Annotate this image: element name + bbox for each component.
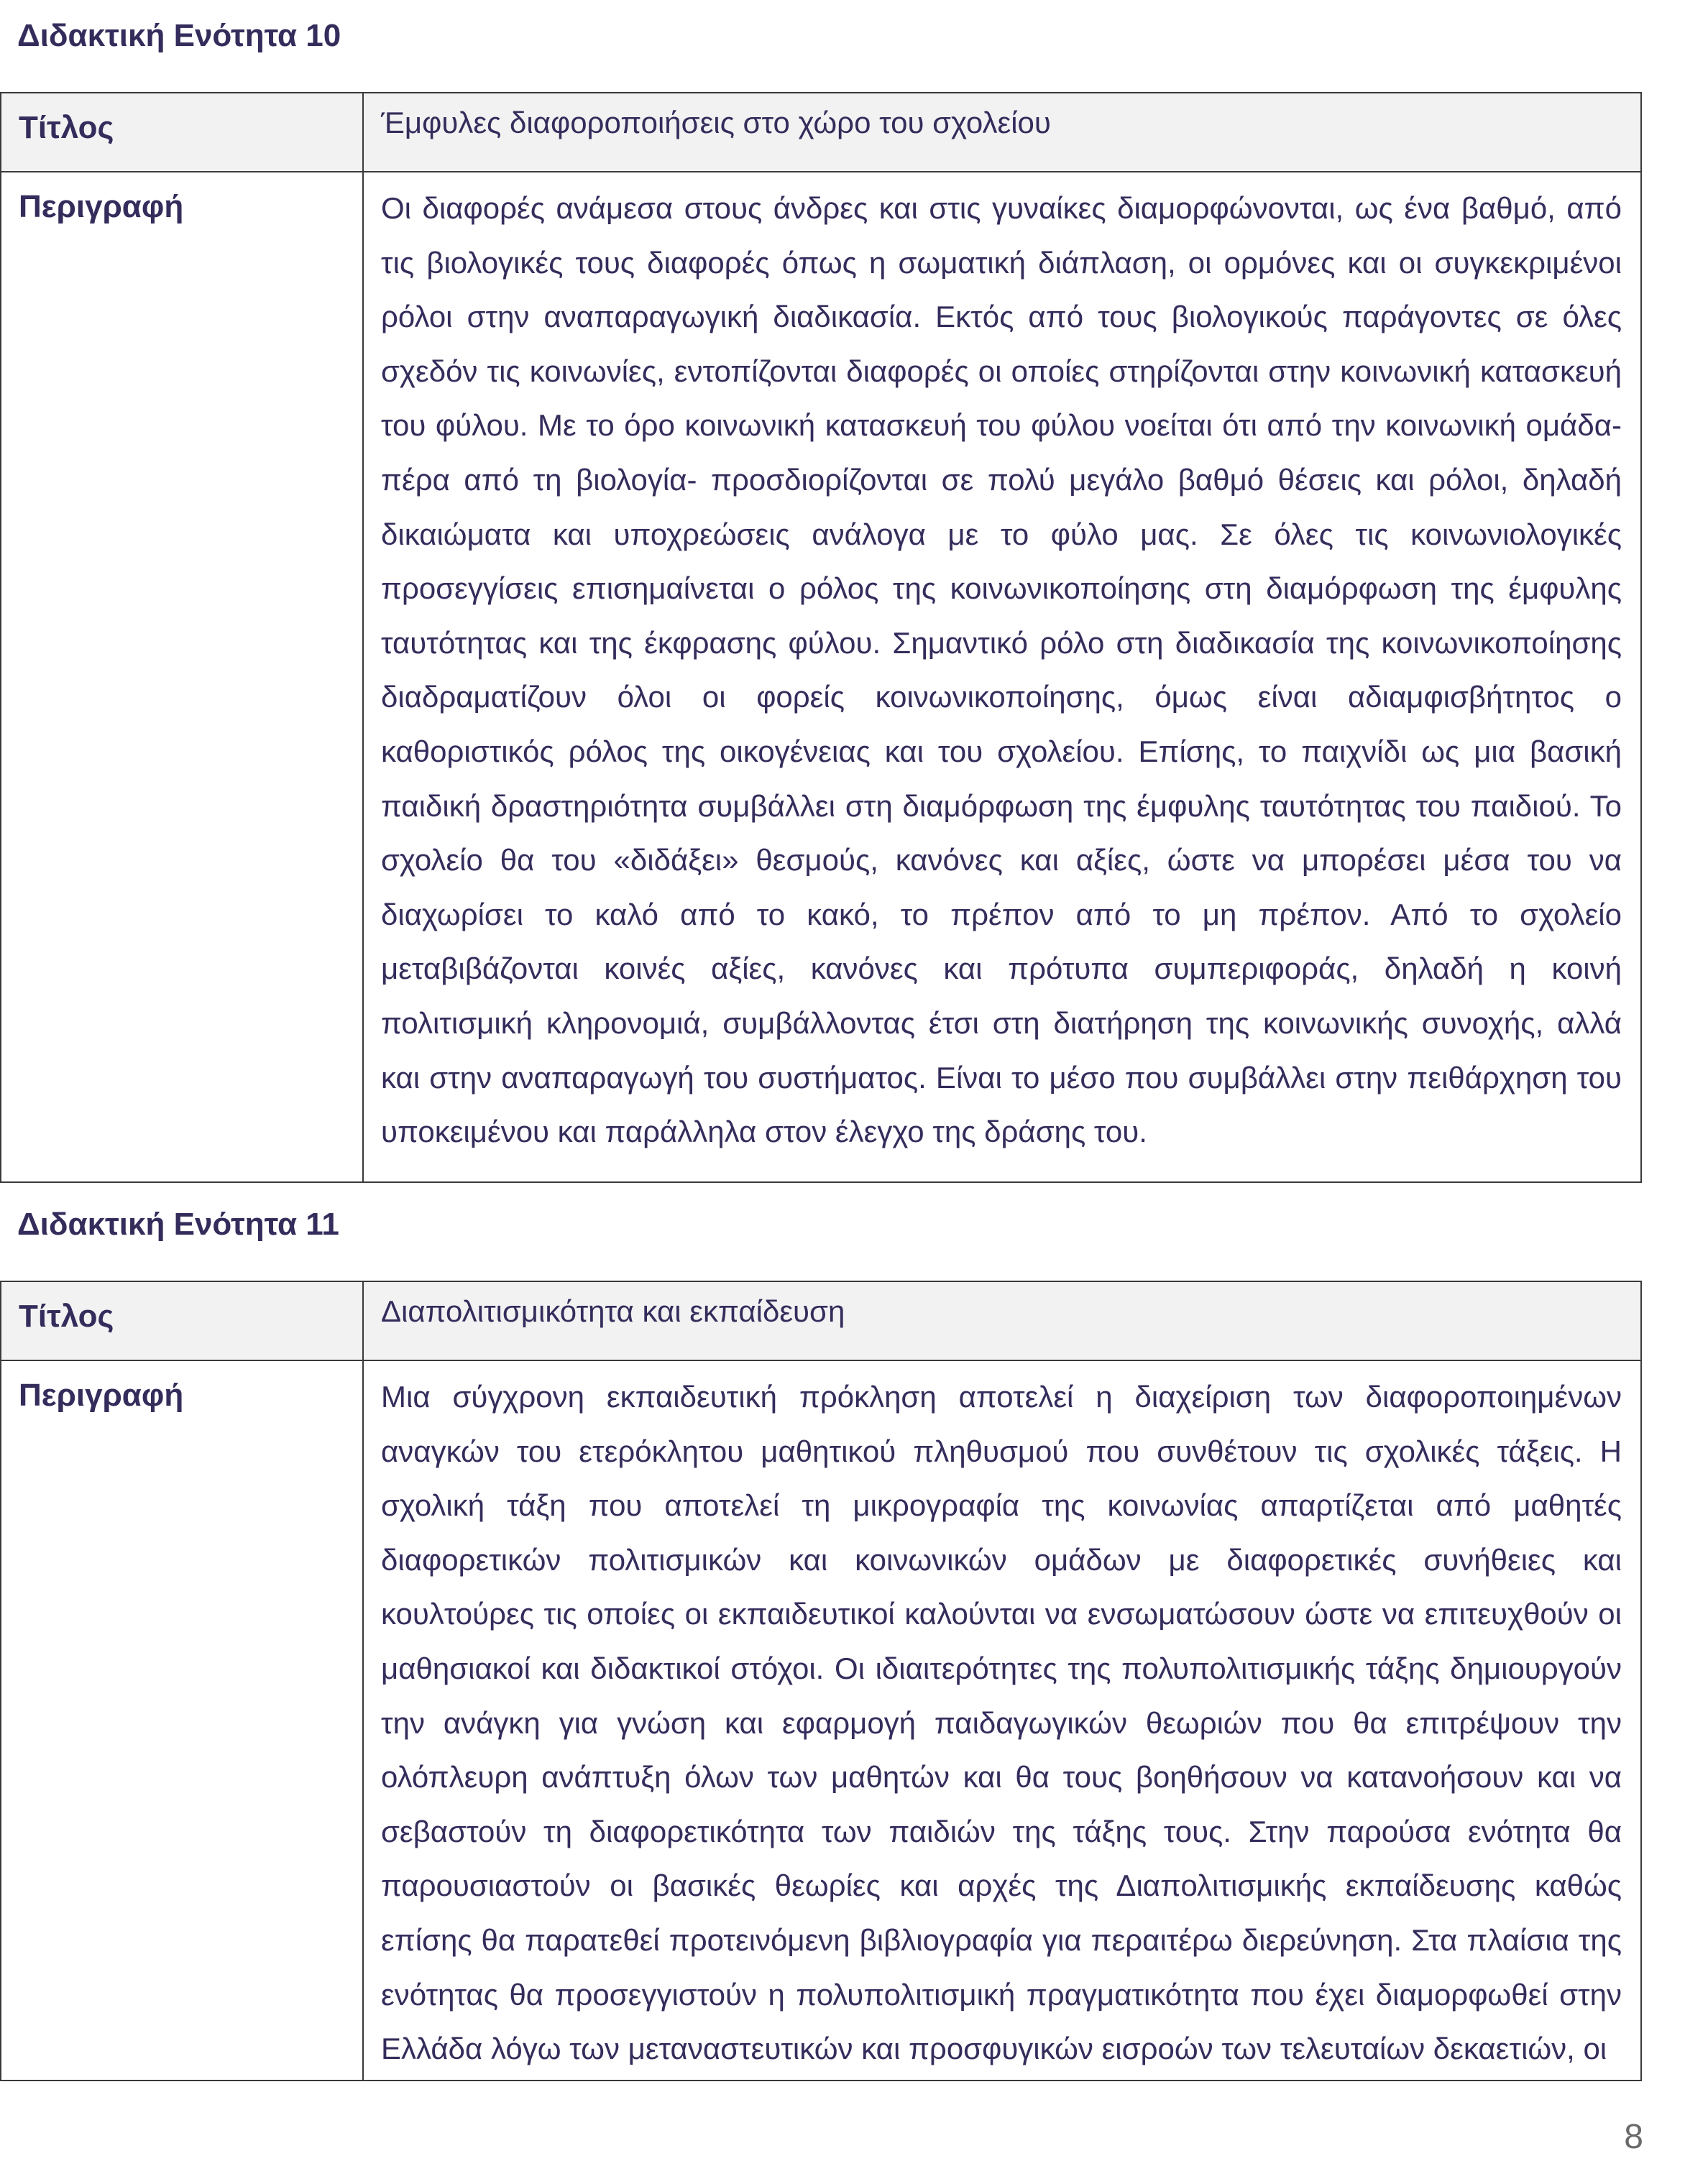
unit-11-description-row bbox=[1, 1360, 1641, 2081]
page-number: 8 bbox=[1624, 2118, 1643, 2156]
unit-11-title-row bbox=[1, 1281, 1641, 1360]
unit-11-description-text: Μια σύγχρονη εκπαιδευτική πρόκληση αποτελεί η διαχείριση των διαφοροποιημένων αναγκών του ετερόκλητου μαθητικού πληθυσμού που συνθέτουν τις σχολικές τάξεις. Η σχολική τάξη που αποτελεί τη μικρογραφία της κοινωνίας απαρτίζεται από μαθητές διαφορετικών πολιτισμικών και κοινωνικών ομάδων με διαφορετικές συνήθειες και κουλτούρες τις οποίες οι εκπαιδευτικοί καλούνται να ενσωματώσουν ώστε να επιτευχθούν οι μαθησιακοί και διδακτικοί στόχοι. Οι ιδιαιτερότητες της πολυπολιτισμικής τάξης δημιουργούν την ανάγκη για γνώση και εφαρμογή παιδαγωγικών θεωριών που θα επιτρέψουν την ολόπλευρη ανάπτυξη όλων των μαθητών και θα τους βοηθήσουν να κατανοήσουν και να σεβαστούν τη διαφορετικότητα των παιδιών της τάξης τους. Στην παρούσα ενότητα θα παρουσιαστούν οι βασικές θεωρίες και αρχές της Διαπολιτισμικής εκπαίδευσης καθώς επίσης θα παρατεθεί προτεινόμενη βιβλιογραφία για περαιτέρω διερεύνηση. Στα πλαίσια της ενότητας θα προσεγγιστούν η πολυπολιτισμική πραγματικότητα που έχει διαμορφωθεί στην Ελλάδα λόγω των μεταναστευτικών και προσφυγικών εισροών των τελευταίων δεκαετιών, οι bbox=[381, 1380, 1622, 2066]
unit-10-title-label: Τίτλος bbox=[1, 93, 363, 172]
unit-10-title-row bbox=[1, 93, 1641, 172]
unit-11-title-value: Διαπολιτισμικότητα και εκπαίδευση bbox=[363, 1281, 1641, 1360]
unit-10-heading: Διδακτική Ενότητα 10 bbox=[17, 18, 341, 53]
unit-10-description-label: Περιγραφή bbox=[1, 172, 363, 1182]
unit-11-table bbox=[0, 1281, 1642, 2081]
unit-10-description-text: Οι διαφορές ανάμεσα στους άνδρες και στις γυναίκες διαμορφώνονται, ως ένα βαθμό, από τις βιολογικές τους διαφορές όπως η σωματική διάπλαση, οι ορμόνες και οι συγκεκριμένοι ρόλοι στην αναπαραγωγική διαδικασία. Εκτός από τους βιολογικούς παράγοντες σε όλες σχεδόν τις κοινωνίες, εντοπίζονται διαφορές οι οποίες στηρίζονται στην κοινωνική κατασκευή του φύλου. Με το όρο κοινωνική κατασκευή του φύλου νοείται ότι από την κοινωνική ομάδα- πέρα από τη βιολογία- προσδιορίζονται σε πολύ μεγάλο βαθμό θέσεις και ρόλοι, δηλαδή δικαιώματα και υποχρεώσεις ανάλογα με το φύλο μας. Σε όλες τις κοινωνιολογικές προσεγγίσεις επισημαίνεται ο ρόλος της κοινωνικοποίησης στη διαμόρφωση της έμφυλης ταυτότητας και της έκφρασης φύλου. Σημαντικό ρόλο στη διαδικασία της κοινωνικοποίησης διαδραματίζουν όλοι οι φορείς κοινωνικοποίησης, όμως είναι αδιαμφισβήτητος ο καθοριστικός ρόλος της οικογένειας και του σχολείου. Επίσης, το παιχνίδι ως μια βασική παιδική δραστηριότητα συμβάλλει στη διαμόρφωση της έμφυλης ταυτότητας του παιδιού. Το σχολείο θα του «διδάξει» θεσμούς, κανόνες και αξίες, ώστε να μπορέσει μέσα του να διαχωρίσει το καλό από το κακό, το πρέπον από το μη πρέπον. Από το σχολείο μεταβιβάζονται κοινές αξίες, κανόνες και πρότυπα συμπεριφοράς, δηλαδή η κοινή πολιτισμική κληρονομιά, συμβάλλοντας έτσι στη διατήρηση της κοινωνικής συνοχής, αλλά και στην αναπαραγωγή του συστήματος. Είναι το μέσο που συμβάλλει στην πειθάρχηση του υποκειμένου και παράλληλα στον έλεγχο της δράσης του. bbox=[381, 191, 1622, 1149]
unit-11-description-cell bbox=[363, 1360, 1641, 2081]
unit-11-description-label: Περιγραφή bbox=[1, 1360, 363, 2081]
unit-11-heading: Διδακτική Ενότητα 11 bbox=[17, 1207, 339, 1242]
unit-10-description-cell bbox=[363, 172, 1641, 1182]
unit-11-title-label: Τίτλος bbox=[1, 1281, 363, 1360]
unit-10-table bbox=[0, 92, 1642, 1183]
unit-10-title-value: Έμφυλες διαφοροποιήσεις στο χώρο του σχολείου bbox=[363, 93, 1641, 172]
unit-10-description-row bbox=[1, 172, 1641, 1182]
